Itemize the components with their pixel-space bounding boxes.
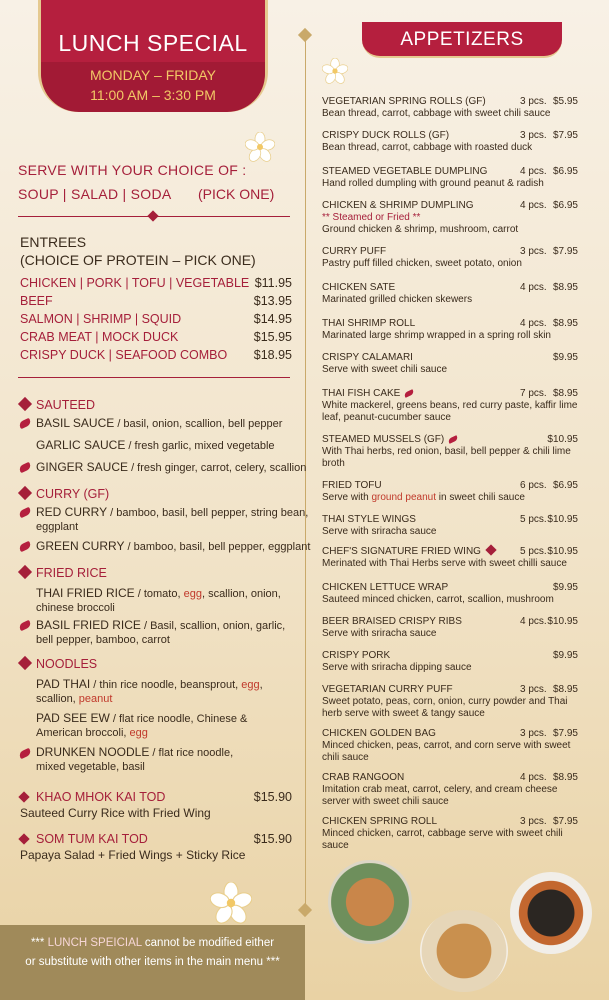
appetizer-desc: Bean thread, carrot, cabbage with roasted duck (322, 142, 533, 153)
item-desc: / bamboo, basil, bell pepper, string bean, (107, 507, 309, 519)
appetizer-price: $8.95 (552, 282, 578, 293)
chili-icon (18, 418, 32, 429)
appetizer-name: THAI STYLE WINGS (322, 514, 416, 525)
days-label: MONDAY – FRIDAY (89, 67, 217, 83)
appetizer-name-text: CHEF'S SIGNATURE FRIED WING (322, 546, 481, 557)
item-desc: / fresh garlic, mixed vegetable (125, 440, 275, 452)
appetizer-price: $6.95 (552, 200, 578, 211)
item-name: PAD THAI (36, 677, 91, 691)
appetizer-price: $8.95 (552, 684, 578, 695)
appetizer-qty: 7 pcs. (520, 388, 547, 399)
food-photo-golden-bags (420, 910, 508, 992)
item-desc: , (259, 679, 263, 691)
appetizer-desc: Serve with sriracha sauce (322, 526, 437, 537)
footer-highlight: LUNCH SPEICIAL (47, 937, 142, 949)
appetizer-price: $5.95 (552, 96, 578, 107)
appetizer-desc: Marinated grilled chicken skewers (322, 294, 473, 305)
diamond-icon (18, 656, 32, 670)
divider-diamond (147, 210, 158, 221)
special-name (20, 832, 148, 846)
appetizer-qty: 4 pcs. (520, 200, 547, 211)
appetizer-desc: Marinated large shrimp wrapped in a spring roll skin (322, 330, 551, 341)
item-name: GREEN CURRY (36, 539, 125, 553)
appetizer-desc: Serve with sriracha sauce (322, 628, 437, 639)
item-desc: chinese broccoli (36, 602, 115, 614)
item-desc-highlight: egg (183, 588, 202, 600)
appetizer-desc-highlight: ground peanut (371, 492, 436, 503)
item-desc: eggplant (36, 521, 79, 533)
appetizer-desc: Serve with sweet chili sauce (322, 364, 448, 375)
appetizer-desc: Minced chicken, carrot, cabbage serve with sweet chili sauce (322, 828, 563, 851)
appetizer-price: $8.95 (552, 318, 578, 329)
item-desc: / basil, onion, scallion, bell pepper (114, 418, 283, 430)
appetizer-qty: 4 pcs. (520, 772, 547, 783)
item-desc: / tomato, (134, 588, 184, 600)
appetizer-price: $7.95 (552, 816, 578, 827)
appetizers-title: APPETIZERS (400, 29, 524, 50)
appetizer-desc-text: Serve with (322, 492, 372, 503)
appetizer-price: $10.95 (547, 434, 578, 445)
appetizer-name: STEAMED VEGETABLE DUMPLING (322, 166, 488, 177)
item-desc: American broccoli, (36, 727, 130, 739)
appetizer-name: BEER BRAISED CRISPY RIBS (322, 616, 462, 627)
item-name: BASIL SAUCE (36, 416, 115, 430)
plumeria-flower-icon (322, 58, 348, 84)
appetizer-name (322, 546, 495, 558)
appetizer-name: CHICKEN SPRING ROLL (322, 816, 438, 827)
item-name: BASIL FRIED RICE (36, 618, 141, 632)
section-title: NOODLES (36, 657, 98, 671)
appetizers-banner (362, 22, 562, 58)
diamond-icon (18, 791, 29, 802)
footer-notice (0, 925, 305, 1000)
appetizer-name: CURRY PUFF (322, 246, 387, 257)
appetizer-desc: Pastry puff filled chicken, sweet potato, onion (322, 258, 522, 269)
section-title: SAUTEED (36, 398, 96, 412)
appetizer-price: $6.95 (552, 480, 578, 491)
item-desc: , scallion, onion, (201, 588, 281, 600)
entree-name: SALMON | SHRIMP | SQUID (20, 312, 182, 326)
appetizer-qty: 3 pcs. (520, 246, 547, 257)
special-desc: Sauteed Curry Rice with Fried Wing (20, 806, 211, 820)
menu-item (36, 711, 247, 740)
appetizer-name: VEGETARIAN CURRY PUFF (322, 684, 453, 695)
footer-line-2: or substitute with other items in the main menu *** (25, 956, 280, 968)
appetizer-price: $7.95 (552, 246, 578, 257)
item-name: GARLIC SAUCE (36, 438, 126, 452)
item-desc-highlight: peanut (78, 693, 113, 705)
entree-name: CRAB MEAT | MOCK DUCK (20, 330, 179, 344)
special-name (20, 790, 165, 804)
appetizer-price: $8.95 (552, 388, 578, 399)
food-photo-chicken-skewers (328, 860, 412, 944)
item-desc-highlight: egg (129, 727, 148, 739)
appetizer-desc: Minced chicken, peas, carrot, and corn serve with sweet chili sauce (322, 740, 571, 763)
appetizer-desc: Bean thread, carrot, cabbage with sweet chili sauce (322, 108, 551, 119)
footer-text: *** (30, 937, 48, 949)
item-name: PAD SEE EW (36, 711, 110, 725)
appetizer-price: $6.95 (552, 166, 578, 177)
item-desc: / Basil, scallion, onion, garlic, (140, 620, 286, 632)
item-desc: / bamboo, basil, bell pepper, eggplant (124, 541, 311, 553)
diamond-icon (18, 397, 32, 411)
hours-label: 11:00 AM – 3:30 PM (90, 87, 216, 103)
menu-item (36, 438, 275, 453)
appetizer-desc: Serve with sriracha dipping sauce (322, 662, 472, 673)
chili-icon (18, 541, 32, 552)
appetizer-qty: 5 pcs. (520, 514, 547, 525)
page-title: LUNCH SPECIAL (58, 30, 248, 56)
menu-item (36, 539, 310, 554)
footer-line-1 (0, 937, 305, 949)
appetizer-qty: 3 pcs. (520, 684, 547, 695)
appetizer-desc: Imitation crab meat, carrot, celery, and cream cheese server with sweet chili sauce (322, 784, 558, 807)
appetizer-desc: Ground chicken & shrimp, mushroom, carrot (322, 224, 519, 235)
item-desc-highlight: egg (241, 679, 260, 691)
item-name: THAI FRIED RICE (36, 586, 135, 600)
menu-item (36, 618, 285, 647)
entree-price: $11.95 (254, 276, 292, 290)
appetizer-name: CHICKEN LETTUCE WRAP (322, 582, 449, 593)
item-desc: / flat rice noodle, Chinese & (109, 713, 248, 725)
appetizer-price: $10.95 (547, 616, 578, 627)
appetizer-note: ** Steamed or Fried ** (322, 212, 421, 223)
special-name-text: KHAO MHOK KAI TOD (36, 790, 166, 804)
entree-price: $18.95 (253, 348, 292, 362)
appetizer-name: CRISPY CALAMARI (322, 352, 413, 363)
item-name: RED CURRY (36, 505, 108, 519)
appetizer-qty: 4 pcs. (520, 166, 547, 177)
appetizer-desc: With Thai herbs, red onion, basil, bell pepper & chili lime broth (322, 446, 571, 469)
appetizer-qty: 3 pcs. (520, 130, 547, 141)
chili-icon (18, 748, 32, 759)
entree-name: CHICKEN | PORK | TOFU | VEGETABLE (20, 276, 250, 290)
appetizer-name (322, 388, 414, 400)
appetizer-name: CHICKEN GOLDEN BAG (322, 728, 436, 739)
appetizer-price: $7.95 (552, 728, 578, 739)
appetizer-name: CRISPY DUCK ROLLS (GF) (322, 130, 450, 141)
entree-name: CRISPY DUCK | SEAFOOD COMBO (20, 348, 228, 362)
appetizer-qty: 5 pcs. (520, 546, 547, 557)
appetizer-desc: Sweet potato, peas, corn, onion, curry powder and Thai herb serve with sweet & tangy sauce (322, 696, 568, 719)
diamond-icon (18, 833, 29, 844)
entrees-subtitle: (CHOICE OF PROTEIN – PICK ONE) (20, 252, 256, 268)
special-name-text: SOM TUM KAI TOD (36, 832, 148, 846)
appetizer-qty: 3 pcs. (520, 96, 547, 107)
entree-row (20, 294, 292, 311)
appetizer-name: CRISPY PORK (322, 650, 391, 661)
appetizer-price: $10.95 (547, 546, 578, 557)
appetizer-price: $9.95 (552, 582, 578, 593)
appetizer-price: $9.95 (552, 650, 578, 661)
entree-price: $13.95 (253, 294, 292, 308)
chili-icon (18, 620, 32, 631)
entrees-title: ENTREES (20, 234, 87, 250)
appetizer-name (322, 434, 458, 446)
appetizer-name: FRIED TOFU (322, 480, 382, 491)
entree-row (20, 276, 292, 293)
menu-item (36, 677, 263, 706)
serve-with-label: SERVE WITH YOUR CHOICE OF : (18, 162, 247, 178)
appetizer-desc-text: in sweet chili sauce (435, 492, 525, 503)
item-desc: bell pepper, bamboo, carrot (36, 634, 170, 646)
appetizer-price: $10.95 (547, 514, 578, 525)
section-sauteed (20, 398, 95, 412)
menu-item (36, 586, 281, 615)
item-desc: scallion, (36, 693, 79, 705)
food-photo-steamed-mussels (510, 872, 592, 954)
entree-price: $15.95 (253, 330, 292, 344)
divider-ornament-bottom (298, 903, 312, 917)
appetizer-qty: 3 pcs. (520, 728, 547, 739)
appetizer-qty: 3 pcs. (520, 816, 547, 827)
appetizer-desc: Hand rolled dumpling with ground peanut & radish (322, 178, 544, 189)
section-curry (20, 487, 109, 501)
appetizer-name-text: THAI FISH CAKE (322, 388, 401, 399)
section-divider (18, 377, 290, 378)
special-price: $15.90 (253, 790, 292, 804)
item-name: DRUNKEN NOODLE (36, 745, 150, 759)
item-name: GINGER SAUCE (36, 460, 129, 474)
appetizer-desc: Sauteed minced chicken, carrot, scallion, mushroom (322, 594, 554, 605)
appetizer-name: THAI SHRIMP ROLL (322, 318, 416, 329)
appetizer-desc: Merinated with Thai Herbs serve with sweet chilli sauce (322, 558, 567, 569)
menu-item (36, 460, 306, 475)
divider-ornament-top (298, 28, 312, 42)
special-desc: Papaya Salad + Fried Wings + Sticky Rice (20, 848, 246, 862)
appetizer-qty: 4 pcs. (520, 616, 547, 627)
section-noodles (20, 657, 97, 671)
item-desc: mixed vegetable, basil (36, 761, 145, 773)
diamond-icon (18, 565, 32, 579)
appetizer-qty: 4 pcs. (520, 282, 547, 293)
chili-icon (404, 389, 415, 398)
appetizer-name: CHICKEN & SHRIMP DUMPLING (322, 200, 474, 211)
pick-one-label: (PICK ONE) (198, 186, 275, 202)
plumeria-flower-icon (245, 132, 275, 162)
appetizer-qty: 6 pcs. (520, 480, 547, 491)
plumeria-flower-icon (210, 882, 252, 924)
section-title: CURRY (GF) (36, 487, 110, 501)
appetizer-price: $8.95 (552, 772, 578, 783)
entree-row (20, 348, 292, 365)
entree-name: BEEF (20, 294, 53, 308)
appetizer-price: $7.95 (552, 130, 578, 141)
entree-row (20, 330, 292, 347)
appetizer-qty: 4 pcs. (520, 318, 547, 329)
menu-item (36, 745, 233, 774)
chili-icon (18, 507, 32, 518)
appetizer-name: VEGETARIAN SPRING ROLLS (GF) (322, 96, 486, 107)
appetizer-name-text: STEAMED MUSSELS (GF) (322, 434, 445, 445)
menu-item (36, 505, 308, 534)
entree-row (20, 312, 292, 329)
footer-text: cannot be modified either (141, 937, 275, 949)
appetizer-price: $9.95 (552, 352, 578, 363)
chili-icon (18, 462, 32, 473)
menu-item (36, 416, 282, 431)
lunch-special-banner (38, 0, 268, 112)
chili-icon (448, 435, 459, 444)
appetizer-name: CRAB RANGOON (322, 772, 405, 783)
appetizer-desc: White mackerel, greens beans, red curry paste, kaffir lime leaf, peanut-cucumber sauce (322, 400, 578, 423)
diamond-icon (18, 486, 32, 500)
special-price: $15.90 (253, 832, 292, 846)
item-desc: / thin rice noodle, beansprout, (90, 679, 242, 691)
item-desc: / fresh ginger, carrot, celery, scallion (128, 462, 307, 474)
appetizer-name: CHICKEN SATE (322, 282, 396, 293)
entree-price: $14.95 (253, 312, 292, 326)
item-desc: / flat rice noodle, (149, 747, 234, 759)
diamond-icon (485, 544, 496, 555)
soup-salad-soda: SOUP | SALAD | SODA (18, 186, 172, 202)
section-fried-rice (20, 566, 107, 580)
appetizer-desc (322, 492, 578, 504)
section-title: FRIED RICE (36, 566, 107, 580)
